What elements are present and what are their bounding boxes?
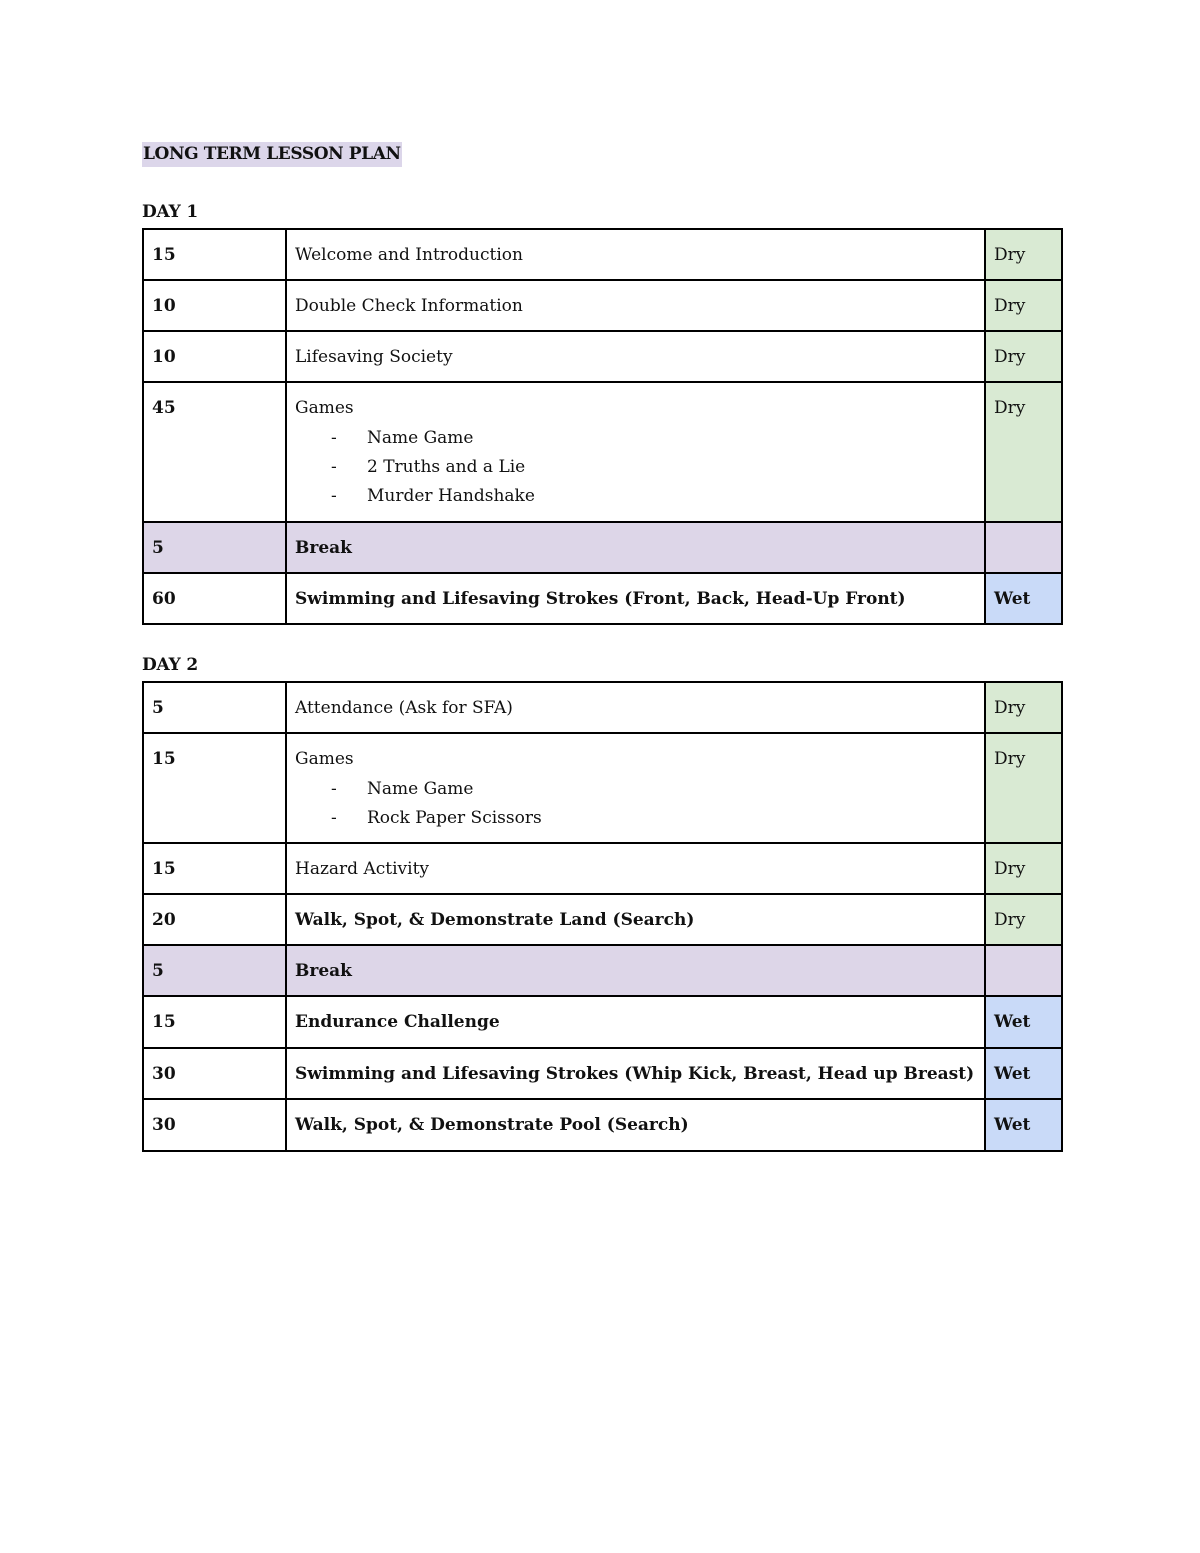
table-row [143,1048,1062,1099]
day1-table [142,228,1063,625]
activity-cell: Break [286,522,985,573]
time-cell: 5 [143,945,286,996]
document-title: LONG TERM LESSON PLAN [142,142,402,167]
env-cell: Dry [985,733,1062,843]
list-item: - Name Game [295,775,976,804]
env-cell: Dry [985,331,1062,382]
env-cell: Dry [985,843,1062,894]
day1-heading: DAY 1 [142,202,198,222]
table-row [143,280,1062,331]
list-item: - 2 Truths and a Lie [295,453,976,482]
env-cell: Wet [985,1099,1062,1151]
break-row [143,522,1062,573]
activity-cell: Attendance (Ask for SFA) [286,682,985,733]
env-cell: Dry [985,382,1062,522]
time-cell: 15 [143,996,286,1048]
activity-cell: Endurance Challenge [286,996,985,1048]
activity-sublist [295,775,976,833]
list-item: - Murder Handshake [295,482,976,511]
time-cell: 10 [143,331,286,382]
table-row [143,894,1062,945]
activity-cell: Break [286,945,985,996]
table-row [143,229,1062,280]
table-row [143,1099,1062,1151]
env-cell: Wet [985,573,1062,624]
activity-cell: Lifesaving Society [286,331,985,382]
env-cell: Dry [985,894,1062,945]
activity-cell: Hazard Activity [286,843,985,894]
time-cell: 10 [143,280,286,331]
table-row [143,382,1062,522]
time-cell: 15 [143,229,286,280]
activity-sublist [295,424,976,511]
table-row [143,331,1062,382]
env-cell: Wet [985,1048,1062,1099]
time-cell: 15 [143,843,286,894]
activity-cell [286,382,985,522]
table-row [143,996,1062,1048]
day2-heading: DAY 2 [142,655,198,675]
activity-cell: Swimming and Lifesaving Strokes (Whip Kick, Breast, Head up Breast) [286,1048,985,1099]
activity-label: Games [295,749,354,769]
time-cell: 30 [143,1099,286,1151]
time-cell: 30 [143,1048,286,1099]
activity-cell [286,733,985,843]
time-cell: 5 [143,522,286,573]
table-row [143,733,1062,843]
activity-cell: Double Check Information [286,280,985,331]
break-row [143,945,1062,996]
time-cell: 15 [143,733,286,843]
env-cell: Wet [985,996,1062,1048]
time-cell: 60 [143,573,286,624]
table-row [143,843,1062,894]
activity-label: Games [295,398,354,418]
table-row [143,573,1062,624]
env-cell: Dry [985,280,1062,331]
activity-cell: Swimming and Lifesaving Strokes (Front, Back, Head-Up Front) [286,573,985,624]
list-item: - Rock Paper Scissors [295,804,976,833]
env-cell: Dry [985,229,1062,280]
env-cell [985,522,1062,573]
env-cell [985,945,1062,996]
time-cell: 45 [143,382,286,522]
activity-cell: Welcome and Introduction [286,229,985,280]
list-item: - Name Game [295,424,976,453]
day2-table [142,681,1063,1152]
activity-cell: Walk, Spot, & Demonstrate Land (Search) [286,894,985,945]
time-cell: 5 [143,682,286,733]
table-row [143,682,1062,733]
env-cell: Dry [985,682,1062,733]
activity-cell: Walk, Spot, & Demonstrate Pool (Search) [286,1099,985,1151]
time-cell: 20 [143,894,286,945]
